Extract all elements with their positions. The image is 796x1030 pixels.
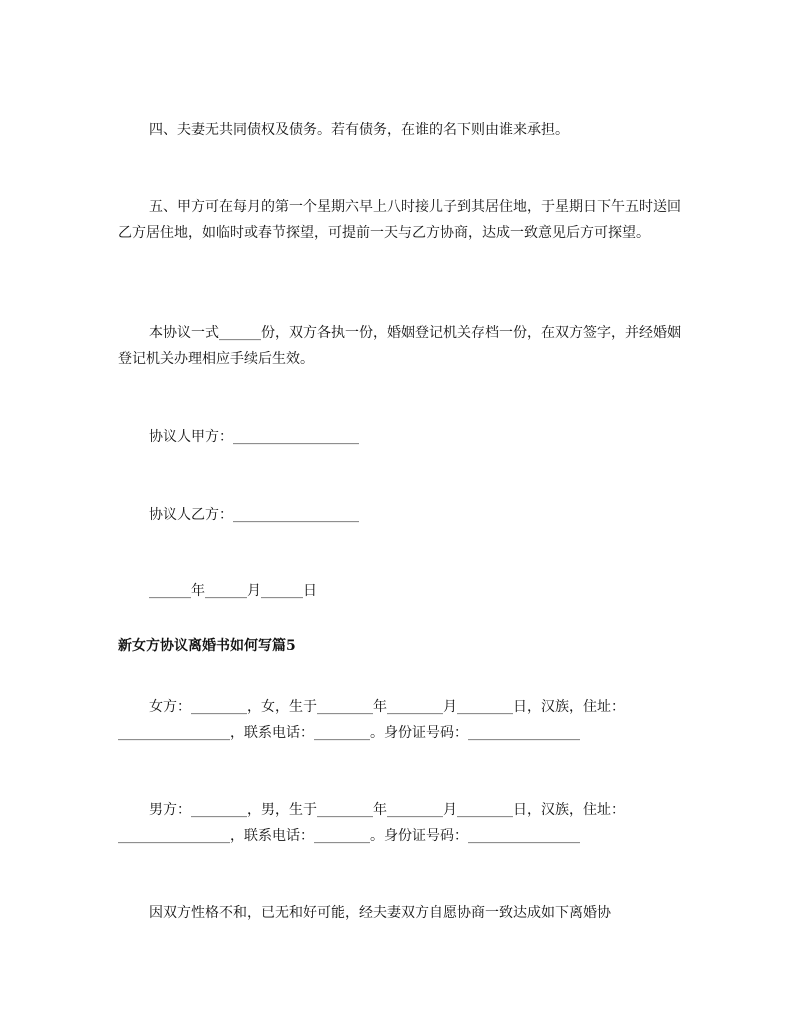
paragraph-reason: 因双方性格不和，已无和好可能，经夫妻双方自愿协商一致达成如下离婚协 [149, 905, 611, 921]
section-title: 新女方协议离婚书如何写篇5 [118, 638, 296, 654]
paragraph-female-party: 女方：________，女，生于________年________月________日，汉族，住址：________________，联系电话：________。身份证号码：________________ [118, 699, 625, 741]
signature-line-party-b: 协议人乙方：__________________ [149, 507, 359, 523]
signature-line-party-a: 协议人甲方：__________________ [149, 429, 359, 445]
paragraph-copies: 本协议一式______份，双方各执一份，婚姻登记机关存档一份，在双方签字，并经婚姻登记机关办理相应手续后生效。 [118, 325, 681, 367]
paragraph-visitation: 五、甲方可在每月的第一个星期六早上八时接儿子到其居住地，于星期日下午五时送回乙方居住地，如临时或春节探望，可提前一天与乙方协商，达成一致意见后方可探望。 [118, 199, 681, 241]
date-line: ______年______月______日 [149, 583, 317, 599]
paragraph-debts: 四、夫妻无共同债权及债务。若有债务，在谁的名下则由谁来承担。 [149, 122, 569, 138]
paragraph-male-party: 男方：________，男，生于________年________月________日，汉族，住址：________________，联系电话：________。身份证号码：________________ [118, 802, 625, 844]
